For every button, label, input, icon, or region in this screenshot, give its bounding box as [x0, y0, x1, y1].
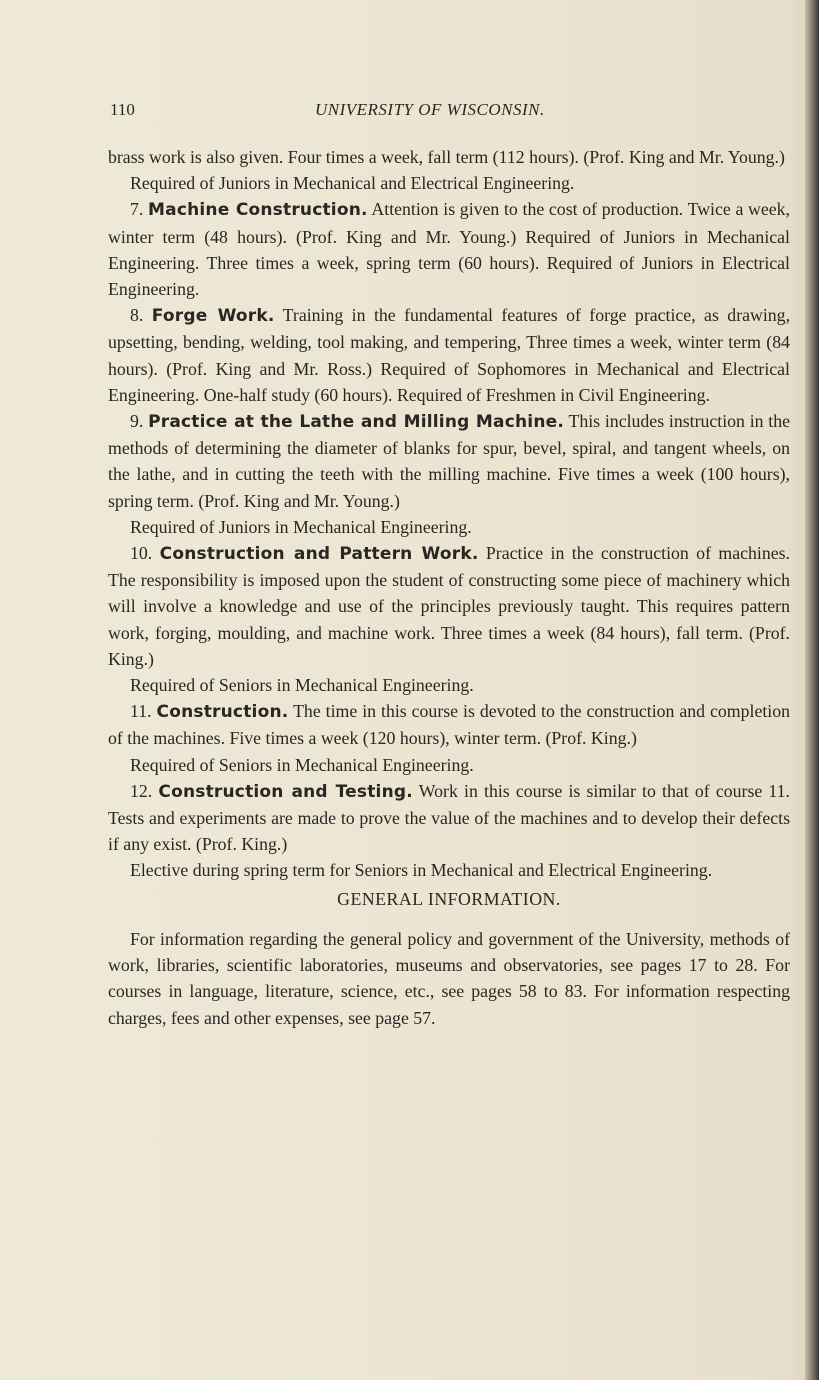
general-information-text: For information regarding the general policy and government of the University, methods of work, libraries, scientific laboratories, museums and observatories, see pages 17 to 28. For courses in language, literature, science, etc., see pages 58 to 83. For information respecting charges, fees and other expenses, see page 57. [108, 928, 790, 1028]
section-title: GENERAL INFORMATION. [337, 888, 561, 909]
paragraph: brass work is also given. Four times a week, fall term (112 hours). (Prof. King and Mr. Young.) [108, 147, 785, 167]
course-heading: Forge Work. [151, 306, 275, 327]
paragraph: Required of Seniors in Mechanical Engineering. [130, 675, 474, 696]
course-heading: Construction and Pattern Work. [159, 544, 479, 565]
course-12 [108, 778, 790, 858]
course-description: Practice in the construction of machines. The responsibility is imposed upon the student of constructing some piece of machinery which will involve a knowledge and use of the principles previously taught. This requires pattern work, forging, moulding, and machine work. Three times a week (84 hours), fall term. (Prof. King.) [108, 543, 790, 669]
course-description: This includes instruction in the methods of determining the diameter of blanks for spur, bevel, spiral, and tangent wheels, on the lathe, and in cutting the teeth with the milling machine. Five times a week (100 hours), spring term. (Prof. King and Mr. Young.) [108, 411, 791, 511]
course-heading: Construction. [156, 702, 289, 723]
paragraph: Elective during spring term for Seniors in Mechanical and Electrical Engineering. [130, 860, 713, 881]
course-10 [108, 540, 790, 672]
paragraph: Required of Juniors in Mechanical and Electrical Engineering. [130, 173, 575, 194]
course-number: 11. [130, 701, 152, 722]
paragraph: Required of Juniors in Mechanical Engineering. [130, 516, 472, 537]
course-description: The time in this course is devoted to the construction and completion of the machines. Five times a week (120 hours), winter term. (Prof. King.) [108, 701, 791, 749]
course-description: Attention is given to the cost of production. Twice a week, winter term (48 hours). (Prof. King and Mr. Young.) Required of Juniors in Mechanical Engineering. Three times a week, spring term (60 hours). Required of Juniors in Electrical Engineering. [108, 199, 791, 300]
course-heading: Practice at the Lathe and Milling Machine. [148, 412, 565, 433]
course-11 [108, 698, 790, 751]
paragraph: Required of Seniors in Mechanical Engineering. [130, 754, 474, 775]
course-description: Work in this course is similar to that of course 11. Tests and experiments are made to prove the value of the machines and to develop their defects if any exist. (Prof. King.) [108, 780, 791, 855]
page-edge [805, 0, 819, 1380]
course-number: 8. [130, 305, 144, 326]
course-7 [108, 196, 790, 302]
course-description: Training in the fundamental features of forge practice, as drawing, upsetting, bending, welding, tool making, and tempering, Three times a week, winter term (84 hours). (Prof. King and Mr. Ross.) Required of Sophomores in Mechanical and Electrical Engineering. One-half study (60 hours). Required of Freshmen in Civil Engineering. [108, 305, 791, 405]
course-heading: Construction and Testing. [158, 781, 413, 802]
course-number: 7. [130, 199, 144, 220]
course-number: 9. [130, 411, 144, 432]
body-text [108, 144, 790, 1031]
running-header [110, 100, 790, 126]
course-8 [108, 302, 790, 408]
running-title: UNIVERSITY OF WISCONSIN. [315, 100, 545, 119]
course-number: 10. [130, 543, 153, 564]
course-9 [108, 408, 790, 514]
course-number: 12. [130, 780, 153, 801]
page-number: 110 [110, 100, 135, 119]
course-heading: Machine Construction. [148, 200, 368, 221]
